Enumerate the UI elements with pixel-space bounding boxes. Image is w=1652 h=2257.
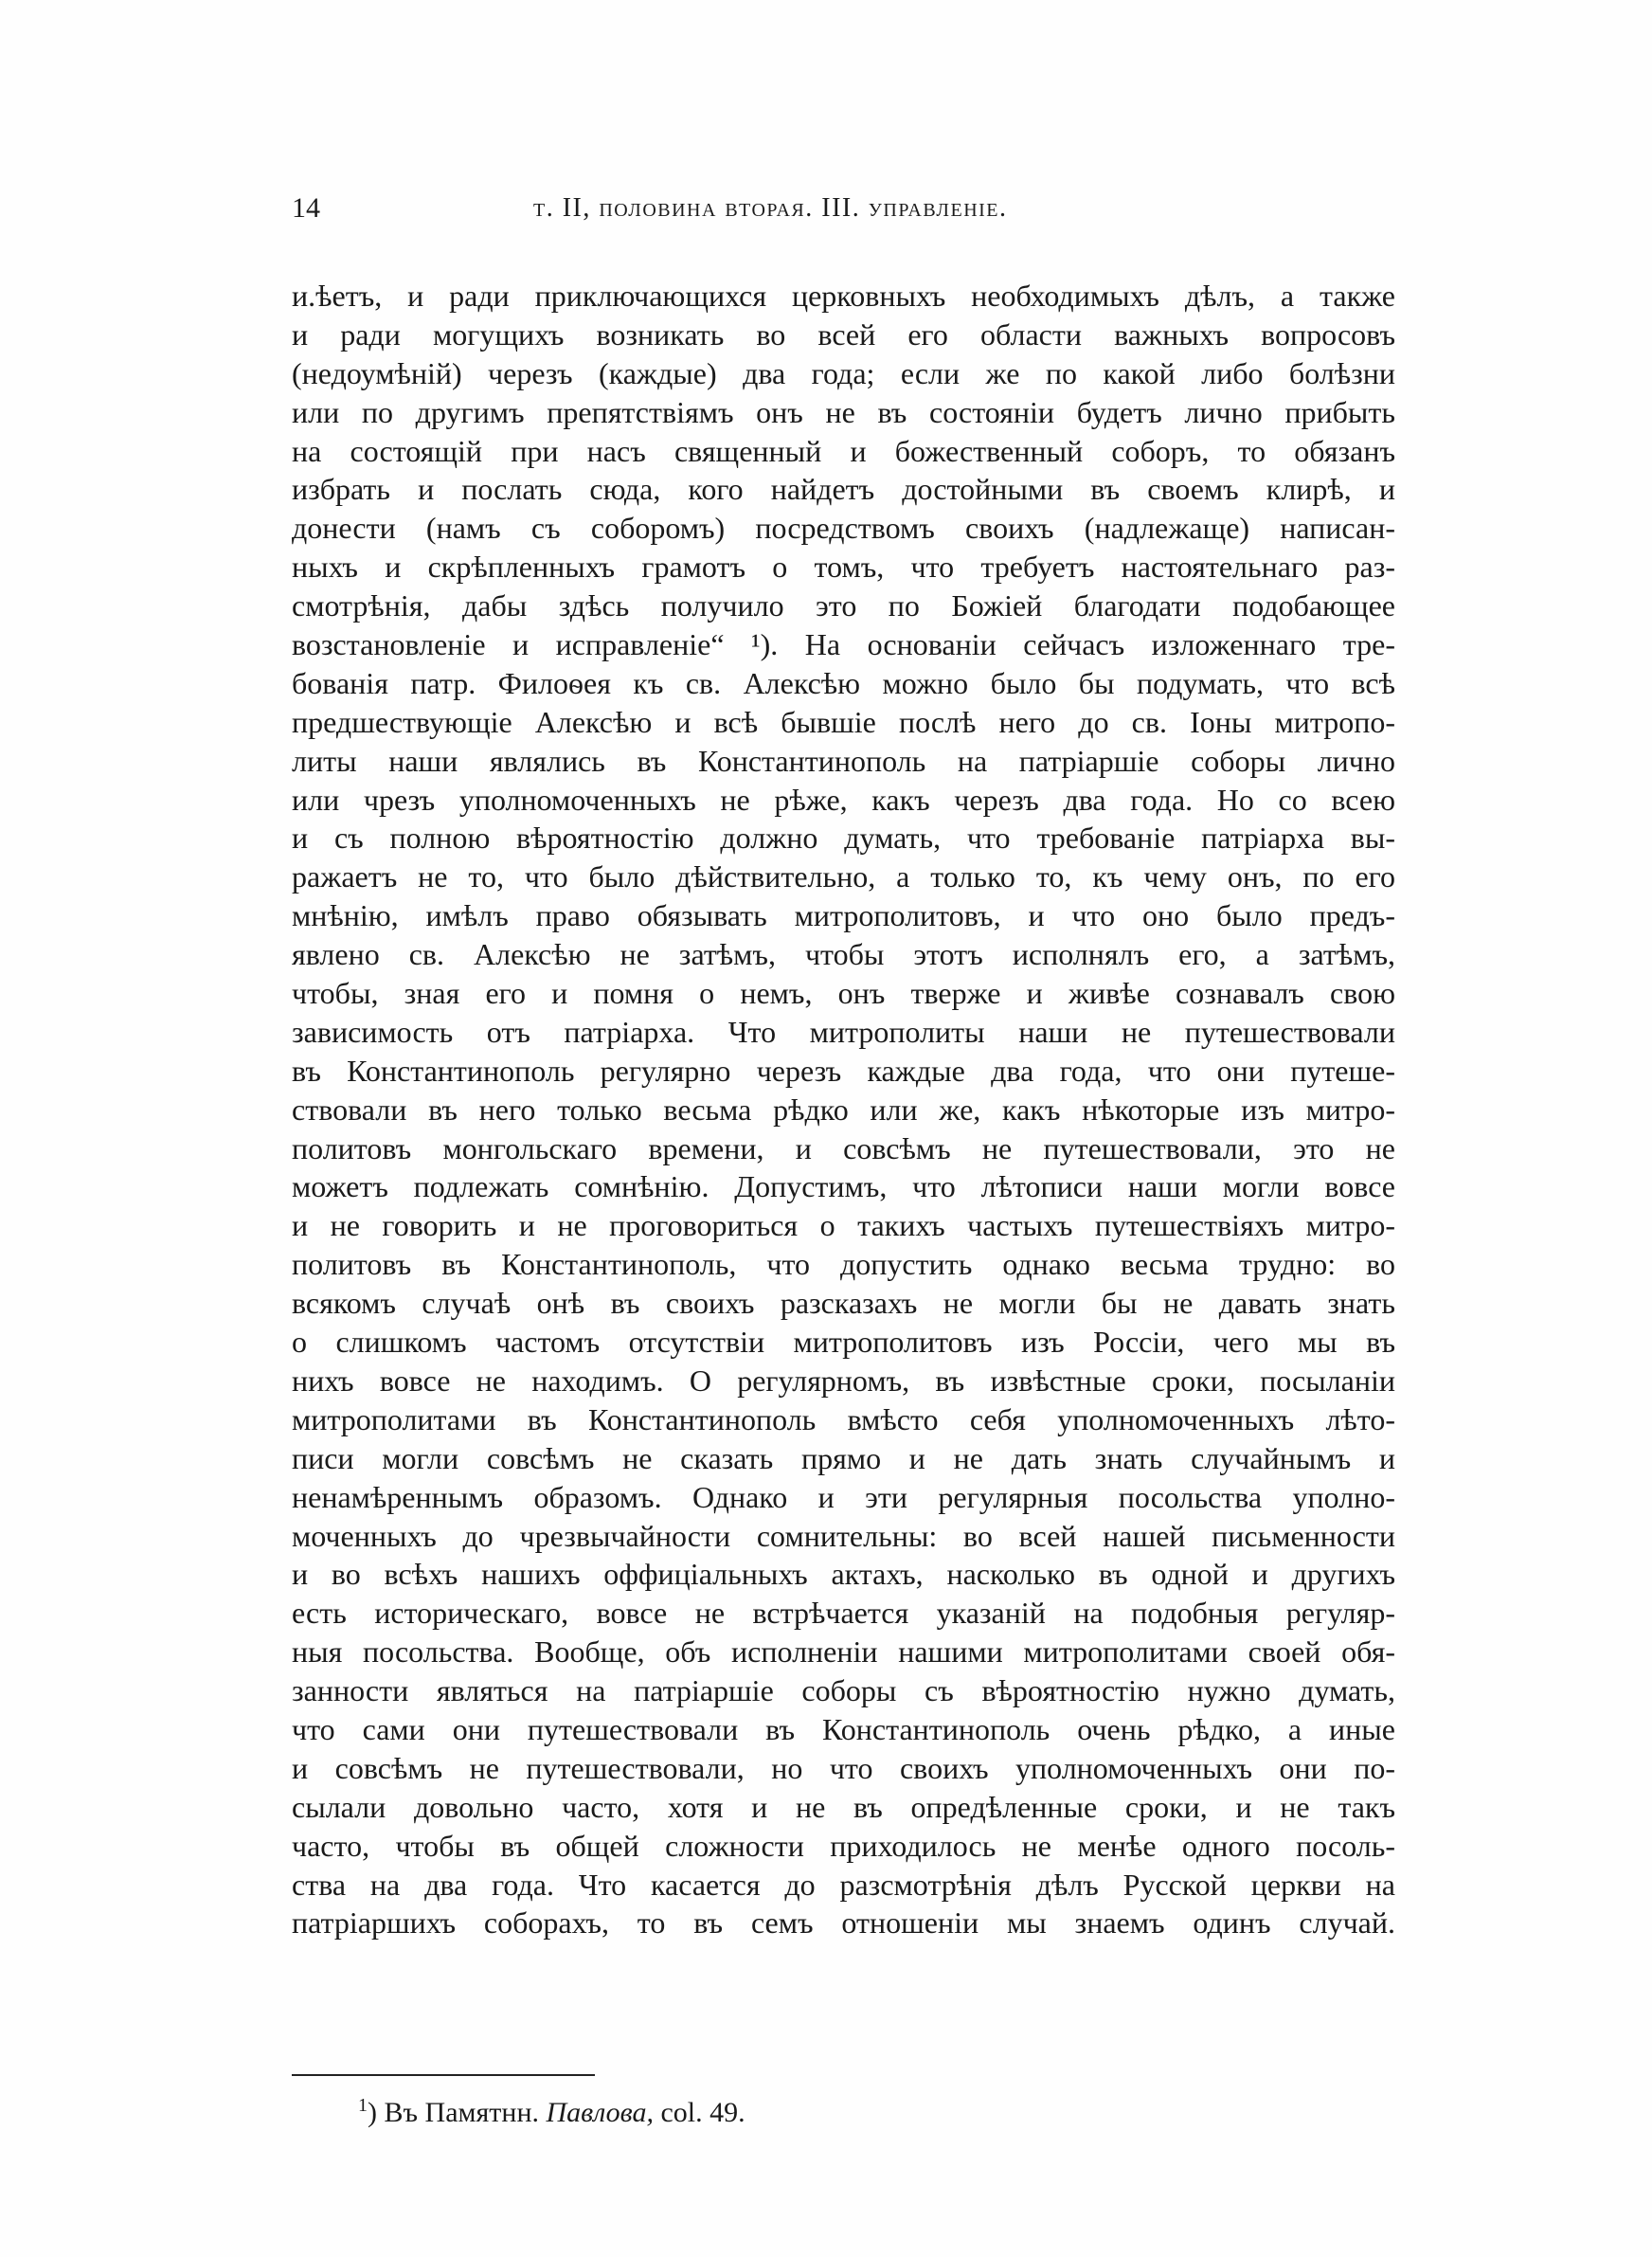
footnote-divider [292, 2074, 595, 2076]
text-line: сылали довольно часто, хотя и не въ опредѣленные сроки, и не такъ [292, 1789, 1395, 1824]
running-head [292, 190, 1395, 227]
text-line: или по другимъ препятствіямъ онъ не въ состояніи будетъ лично прибыть [292, 394, 1395, 429]
text-line: на состоящій при насъ священный и божественный соборъ, то обязанъ [292, 433, 1395, 468]
text-line: бованія патр. Филоѳея къ св. Алексѣю можно было бы подумать, что всѣ [292, 665, 1395, 700]
text-line: мнѣнію, имѣлъ право обязывать митрополитовъ, и что оно было предъ- [292, 898, 1395, 933]
text-line: и ради могущихъ возникать во всей его области важныхъ вопросовъ [292, 316, 1395, 352]
main-text [292, 277, 1395, 1942]
text-line: явлено св. Алексѣю не затѣмъ, чтобы этотъ исполнялъ его, а затѣмъ, [292, 937, 1395, 972]
text-line: ныя посольства. Вообще, объ исполненіи нашими митрополитами своей обя- [292, 1634, 1395, 1670]
text-line: занности являться на патріаршіе соборы съ вѣроятностію нужно думать, [292, 1673, 1395, 1708]
text-line: моченныхъ до чрезвычайности сомнительны: во всей нашей письменности [292, 1518, 1395, 1553]
text-line: ненамѣреннымъ образомъ. Однако и эти регулярныя посольства уполно- [292, 1479, 1395, 1514]
text-line: въ Константинополь регулярно черезъ каждые два года, что они путеше- [292, 1053, 1395, 1088]
text-line: ствовали въ него только весьма рѣдко или же, какъ нѣкоторые изъ митро- [292, 1092, 1395, 1127]
text-line: возстановленіе и исправленіе“ ¹). На основаніи сейчасъ изложеннаго тре- [292, 627, 1395, 662]
text-line: что сами они путешествовали въ Константинополь очень рѣдко, а иные [292, 1711, 1395, 1746]
text-line: чтобы, зная его и помня о немъ, онъ тверже и живѣе сознавалъ свою [292, 976, 1395, 1011]
text-line: (недоумѣній) черезъ (каждые) два года; если же по какой либо болѣзни [292, 355, 1395, 390]
text-line: ражаетъ не то, что было дѣйствительно, а только то, къ чему онъ, по его [292, 859, 1395, 894]
footnote-italic: Павлова, [546, 2097, 654, 2128]
running-head-title: т. II, половина вторая. III. управленіе. [533, 193, 1008, 223]
text-line: литы наши являлись въ Константинополь на патріаршіе соборы лично [292, 743, 1395, 778]
text-line: и совсѣмъ не путешествовали, но что своихъ уполномоченныхъ они по- [292, 1750, 1395, 1785]
text-line: политовъ монгольскаго времени, и совсѣмъ не путешествовали, это не [292, 1130, 1395, 1165]
text-line: избрать и послать сюда, кого найдетъ достойными въ своемъ клирѣ, и [292, 472, 1395, 507]
text-line: смотрѣнія, дабы здѣсь получило это по Божіей благодати подобающее [292, 588, 1395, 623]
footnote-paren: ) [368, 2097, 377, 2128]
text-line: и.ѣетъ, и ради приключающихся церковныхъ необходимыхъ дѣлъ, а также [292, 279, 1395, 313]
footnote-text-after: col. 49. [653, 2097, 745, 2128]
page-number: 14 [292, 192, 320, 224]
text-line: и съ полною вѣроятностію должно думать, что требованіе патріарха вы- [292, 821, 1395, 856]
text-line: часто, чтобы въ общей сложности приходилось не менѣе одного посоль- [292, 1828, 1395, 1863]
text-line: писи могли совсѣмъ не сказать прямо и не дать знать случайнымъ и [292, 1440, 1395, 1475]
footnote-mark: 1 [358, 2095, 368, 2116]
text-line: и во всѣхъ нашихъ оффиціальныхъ актахъ, насколько въ одной и другихъ [292, 1557, 1395, 1592]
text-line: предшествующіе Алексѣю и всѣ бывшіе послѣ него до св. Іоны митропо- [292, 704, 1395, 739]
text-line: и не говорить и не проговориться о такихъ частыхъ путешествіяхъ митро- [292, 1208, 1395, 1243]
text-line: патріаршихъ соборахъ, то въ семъ отношеніи мы знаемъ одинъ случай. [292, 1905, 1395, 1941]
text-line: можетъ подлежать сомнѣнію. Допустимъ, что лѣтописи наши могли вовсе [292, 1169, 1395, 1204]
text-line: всякомъ случаѣ онѣ въ своихъ разсказахъ не могли бы не давать знать [292, 1286, 1395, 1321]
text-line: или чрезъ уполномоченныхъ не рѣже, какъ черезъ два года. Но со всею [292, 782, 1395, 817]
footnote-text-before: Въ Памятнн. [377, 2097, 547, 2128]
text-line: о слишкомъ частомъ отсутствіи митрополитовъ изъ Россіи, чего мы въ [292, 1325, 1395, 1360]
text-line: донести (намъ съ соборомъ) посредствомъ своихъ (надлежаще) написан- [292, 511, 1395, 546]
text-line: ства на два года. Что касается до разсмотрѣнія дѣлъ Русской церкви на [292, 1867, 1395, 1902]
text-line: зависимость отъ патріарха. Что митрополиты наши не путешествовали [292, 1014, 1395, 1049]
footnote [358, 2094, 745, 2132]
text-line: митрополитами въ Константинополь вмѣсто себя уполномоченныхъ лѣто- [292, 1401, 1395, 1436]
text-line: есть историческаго, вовсе не встрѣчается указаній на подобныя регуляр- [292, 1596, 1395, 1631]
text-line: политовъ въ Константинополь, что допустить однако весьма трудно: во [292, 1247, 1395, 1282]
text-line: ныхъ и скрѣпленныхъ грамотъ о томъ, что требуетъ настоятельнаго раз- [292, 550, 1395, 585]
text-line: нихъ вовсе не находимъ. О регулярномъ, въ извѣстные сроки, посыланіи [292, 1363, 1395, 1398]
